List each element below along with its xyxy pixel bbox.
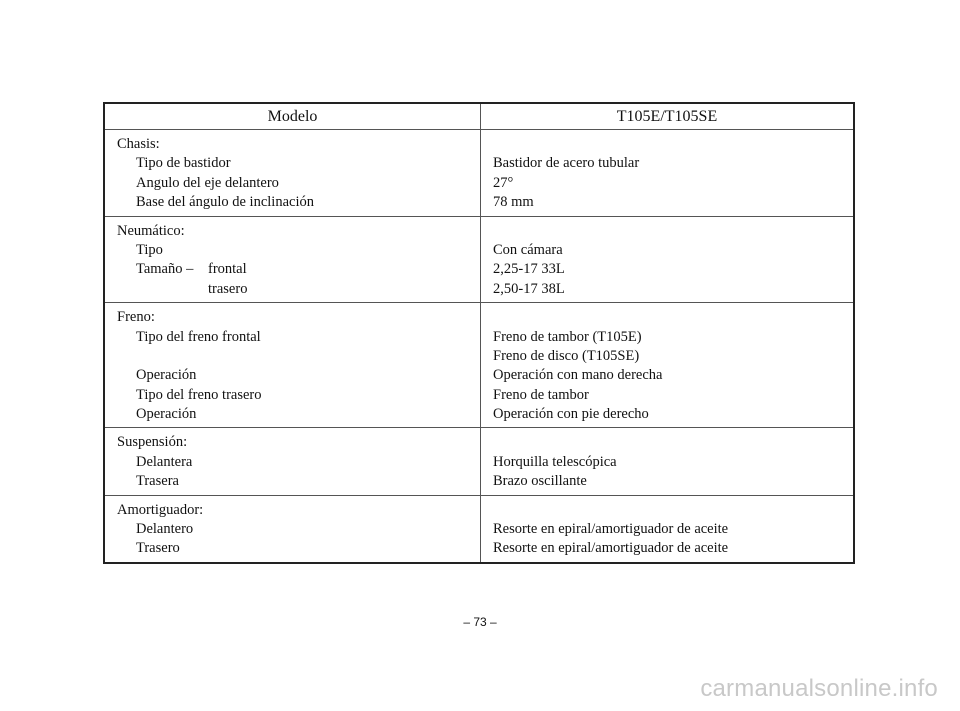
- rear-shock-label: Trasero: [136, 540, 180, 557]
- front-brake-type-label: Tipo del freno frontal: [136, 328, 261, 345]
- neumatico-values: [481, 217, 853, 303]
- chasis-values: [481, 130, 853, 216]
- amortiguador-title: Amortiguador:: [117, 501, 204, 518]
- section-neumatico: [105, 216, 853, 303]
- front-brake-type-value-2: Freno de disco (T105SE): [493, 347, 640, 364]
- tire-type-label: Tipo: [136, 241, 163, 258]
- front-brake-type-spacer: [117, 347, 480, 366]
- freno-values: [481, 303, 853, 427]
- tire-front-label: frontal: [208, 261, 247, 278]
- freno-title-spacer: [493, 308, 853, 327]
- tire-type-value: Con cámara: [493, 241, 563, 258]
- suspension-values: [481, 428, 853, 494]
- front-brake-type-value-1: Freno de tambor (T105E): [493, 328, 642, 345]
- chasis-title-spacer: [493, 135, 853, 154]
- caster-angle-value: 27°: [493, 174, 514, 191]
- rear-suspension-label: Trasera: [136, 473, 179, 490]
- front-suspension-value: Horquilla telescópica: [493, 453, 617, 470]
- frame-type-value: Bastidor de acero tubular: [493, 155, 640, 172]
- caster-angle-label: Angulo del eje delantero: [136, 174, 279, 191]
- frame-type-label: Tipo de bastidor: [136, 155, 231, 172]
- amortiguador-title-spacer: [493, 501, 853, 520]
- front-brake-operation-label: Operación: [136, 367, 197, 384]
- section-amortiguador: [105, 495, 853, 562]
- chasis-labels: [105, 130, 481, 216]
- suspension-title: Suspensión:: [117, 434, 188, 451]
- section-suspension: [105, 427, 853, 494]
- suspension-labels: [105, 428, 481, 494]
- header-model-label: Modelo: [105, 104, 481, 129]
- tire-front-value: 2,25-17 33L: [493, 261, 565, 278]
- freno-title: Freno:: [117, 309, 155, 326]
- specifications-table: [103, 102, 855, 564]
- rear-brake-operation-value: Operación con pie derecho: [493, 406, 649, 423]
- header-model-value: T105E/T105SE: [616, 108, 718, 125]
- neumatico-title: Neumático:: [117, 222, 185, 239]
- trail-value: 78 mm: [493, 194, 534, 211]
- watermark: carmanualsonline.info: [700, 675, 938, 702]
- front-shock-label: Delantero: [136, 521, 194, 538]
- tire-size-front-row: [117, 260, 480, 279]
- rear-shock-value: Resorte en epiral/amortiguador de aceite: [493, 540, 729, 557]
- rear-brake-operation-label: Operación: [136, 406, 197, 423]
- rear-brake-type-value: Freno de tambor: [493, 386, 589, 403]
- section-freno: [105, 302, 853, 427]
- chasis-title: Chasis:: [117, 136, 160, 152]
- section-chasis: [105, 129, 853, 216]
- rear-brake-type-label: Tipo del freno trasero: [136, 386, 262, 403]
- rear-suspension-value: Brazo oscillante: [493, 473, 587, 490]
- front-shock-value: Resorte en epiral/amortiguador de aceite: [493, 521, 729, 538]
- front-brake-operation-value: Operación con mano derecha: [493, 367, 663, 384]
- table-header-row: [105, 104, 853, 129]
- trail-label: Base del ángulo de inclinación: [136, 194, 314, 211]
- freno-labels: [105, 303, 481, 427]
- neumatico-labels: [105, 217, 481, 303]
- amortiguador-values: [481, 496, 853, 562]
- amortiguador-labels: [105, 496, 481, 562]
- front-suspension-label: Delantera: [136, 453, 193, 470]
- tire-size-label: Tamaño –: [136, 261, 194, 278]
- suspension-title-spacer: [493, 433, 853, 452]
- neumatico-title-spacer: [493, 222, 853, 241]
- tire-rear-label: trasero: [208, 280, 248, 297]
- page-number: – 73 –: [463, 615, 497, 629]
- tire-rear-value: 2,50-17 38L: [493, 280, 565, 297]
